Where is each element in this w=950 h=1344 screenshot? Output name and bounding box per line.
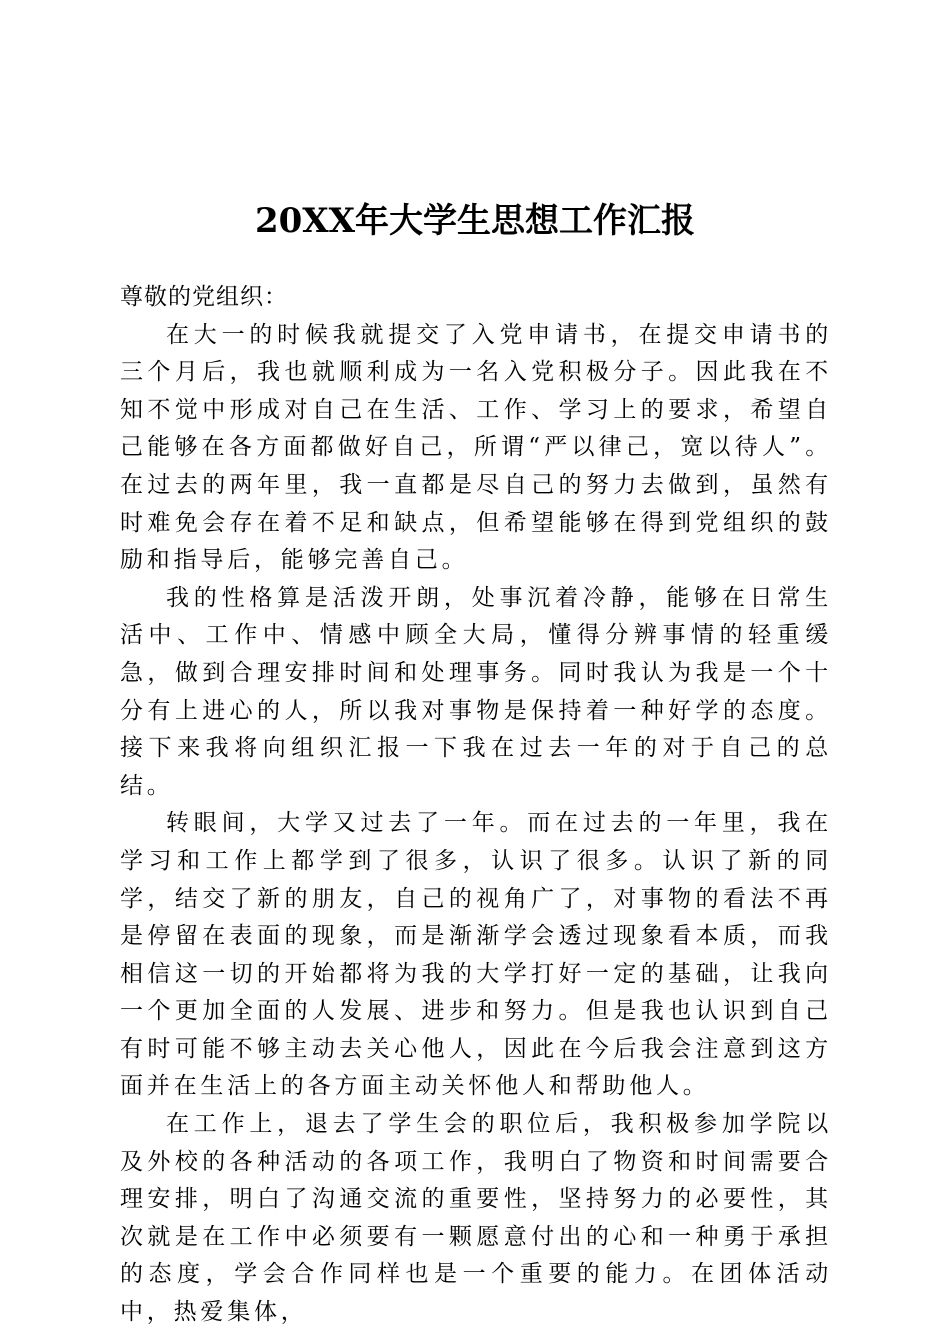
paragraph-3: 转眼间，大学又过去了一年。而在过去的一年里，我在学习和工作上都学到了很多，认识了很多。认识了新的同学，结交了新的朋友，自己的视角广了，对事物的看法不再是停留在表面的现象，而是渐渐学会透过现象看本质，而我相信这一切的开始都将为我的大学打好一定的基础，让我向一个更加全面的人发展、进步和努力。但是我也认识到自己有时可能不够主动去关心他人，因此在今后我会注意到这方面并在生活上的各方面主动关怀他人和帮助他人。 <box>120 810 832 1100</box>
salutation: 尊敬的党组织： <box>120 284 288 310</box>
paragraph-2: 我的性格算是活泼开朗，处事沉着冷静，能够在日常生活中、工作中、情感中顾全大局，懂得分辨事情的轻重缓急，做到合理安排时间和处理事务。同时我认为我是一个十分有上进心的人，所以我对事物是保持着一种好学的态度。接下来我将向组织汇报一下我在过去一年的对于自己的总结。 <box>120 584 832 799</box>
document-body <box>120 279 832 1332</box>
document-title: 20XX年大学生思想工作汇报 <box>254 201 696 241</box>
paragraph-1: 在大一的时候我就提交了入党申请书，在提交申请书的三个月后，我也就顺利成为一名入党积极分子。因此我在不知不觉中形成对自己在生活、工作、学习上的要求，希望自己能够在各方面都做好自己，所谓“严以律己，宽以待人”。在过去的两年里，我一直都是尽自己的努力去做到，虽然有时难免会存在着不足和缺点，但希望能够在得到党组织的鼓励和指导后，能够完善自己。 <box>120 321 832 574</box>
paragraph-4: 在工作上，退去了学生会的职位后，我积极参加学院以及外校的各种活动的各项工作，我明白了物资和时间需要合理安排，明白了沟通交流的重要性，坚持努力的必要性，其次就是在工作中必须要有一颗愿意付出的心和一种勇于承担的态度，学会合作同样也是一个重要的能力。在团体活动中，热爱集体， <box>120 1111 832 1326</box>
